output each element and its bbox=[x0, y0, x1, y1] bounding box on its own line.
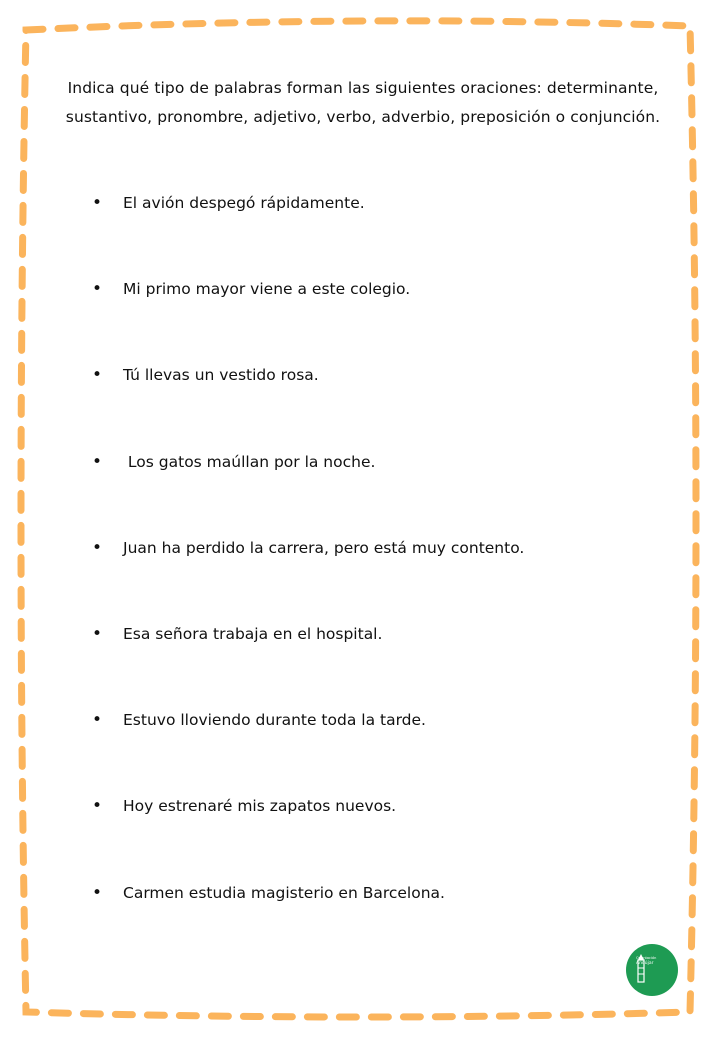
sentence-text: Estuvo lloviendo durante toda la tarde. bbox=[123, 711, 426, 729]
list-item bbox=[92, 450, 652, 474]
bullet-icon: • bbox=[92, 624, 103, 644]
list-item bbox=[92, 277, 652, 301]
sentence-text: Hoy estrenaré mis zapatos nuevos. bbox=[123, 797, 397, 815]
sentence-text: Tú llevas un vestido rosa. bbox=[123, 366, 319, 384]
logo-caption-small: Orientación bbox=[636, 956, 657, 960]
instructions-text: Indica qué tipo de palabras forman las siguientes oraciones: determinante, sustantivo, pronombre, adjetivo, verbo, adverbio, preposición o conjunción. bbox=[65, 79, 661, 126]
bullet-icon: • bbox=[92, 883, 103, 903]
bullet-icon: • bbox=[92, 538, 103, 558]
list-item bbox=[92, 363, 652, 387]
list-item bbox=[92, 622, 652, 646]
bullet-icon: • bbox=[92, 365, 103, 385]
list-item bbox=[92, 536, 652, 560]
sentence-text: Los gatos maúllan por la noche. bbox=[123, 453, 376, 471]
list-item bbox=[92, 794, 652, 818]
sentence-text: Juan ha perdido la carrera, pero está muy contento. bbox=[123, 539, 525, 557]
sentence-text: El avión despegó rápidamente. bbox=[123, 194, 365, 212]
orientacion-andujar-logo bbox=[626, 944, 678, 996]
sentence-text: Esa señora trabaja en el hospital. bbox=[123, 625, 383, 643]
logo-caption-main: Andújar bbox=[636, 961, 654, 966]
list-item bbox=[92, 191, 652, 215]
bullet-icon: • bbox=[92, 796, 103, 816]
pencil-icon bbox=[626, 944, 678, 996]
bullet-icon: • bbox=[92, 279, 103, 299]
list-item bbox=[92, 708, 652, 732]
bullet-icon: • bbox=[92, 710, 103, 730]
bullet-icon: • bbox=[92, 452, 103, 472]
list-item bbox=[92, 881, 652, 905]
sentence-text: Carmen estudia magisterio en Barcelona. bbox=[123, 884, 445, 902]
bullet-icon: • bbox=[92, 193, 103, 213]
logo-caption bbox=[636, 956, 672, 967]
sentence-text: Mi primo mayor viene a este colegio. bbox=[123, 280, 411, 298]
